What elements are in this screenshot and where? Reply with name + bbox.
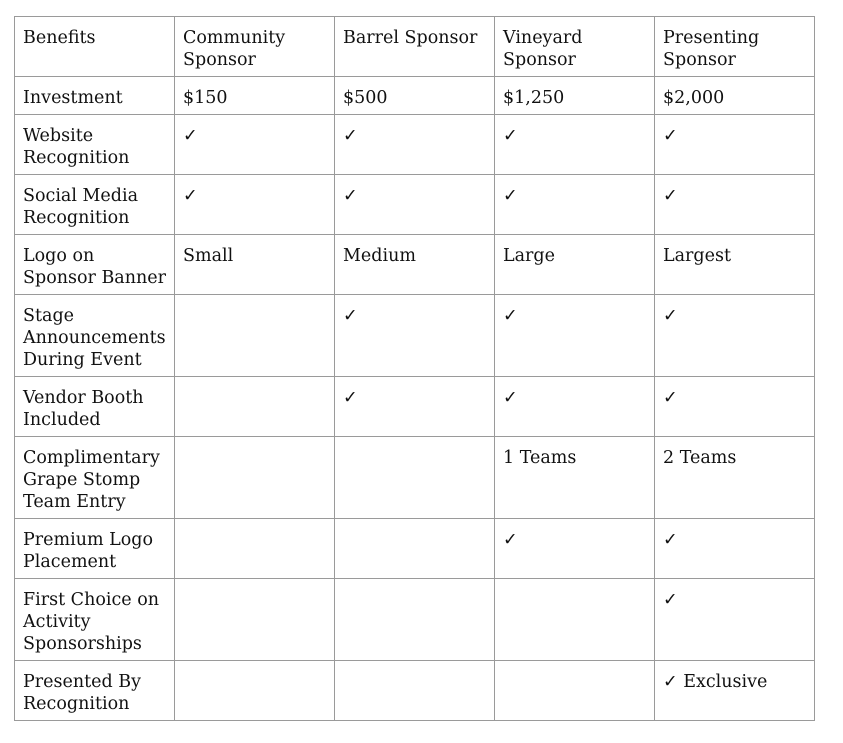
table-cell: ✓	[655, 115, 815, 175]
benefit-label: Vendor Booth Included	[15, 377, 175, 437]
header-barrel-sponsor: Barrel Sponsor	[335, 17, 495, 77]
table-cell: $1,250	[495, 77, 655, 115]
table-cell: $2,000	[655, 77, 815, 115]
table-cell: ✓	[495, 175, 655, 235]
table-cell: Largest	[655, 235, 815, 295]
table-cell: $500	[335, 77, 495, 115]
table-cell: ✓	[335, 377, 495, 437]
benefit-label: Social Media Recognition	[15, 175, 175, 235]
table-cell	[175, 377, 335, 437]
table-cell	[175, 295, 335, 377]
table-cell: 2 Teams	[655, 437, 815, 519]
table-row	[15, 377, 815, 437]
table-cell: ✓	[495, 295, 655, 377]
table-cell: ✓	[495, 519, 655, 579]
header-benefits: Benefits	[15, 17, 175, 77]
table-cell: ✓	[335, 115, 495, 175]
table-cell: ✓ Exclusive	[655, 661, 815, 721]
table-row	[15, 579, 815, 661]
table-cell: 1 Teams	[495, 437, 655, 519]
table-cell	[175, 519, 335, 579]
table-row	[15, 437, 815, 519]
table-cell	[335, 661, 495, 721]
table-cell: ✓	[175, 115, 335, 175]
header-vineyard-sponsor: Vineyard Sponsor	[495, 17, 655, 77]
benefit-label: Website Recognition	[15, 115, 175, 175]
benefit-label: Premium Logo Placement	[15, 519, 175, 579]
table-cell	[175, 661, 335, 721]
table-cell: ✓	[655, 519, 815, 579]
header-community-sponsor: Community Sponsor	[175, 17, 335, 77]
header-presenting-sponsor: Presenting Sponsor	[655, 17, 815, 77]
table-cell: Small	[175, 235, 335, 295]
table-cell: ✓	[495, 377, 655, 437]
sponsorship-benefits-table	[14, 16, 815, 721]
table-cell: ✓	[495, 115, 655, 175]
table-header-row	[15, 17, 815, 77]
table-cell	[335, 437, 495, 519]
table-cell: Medium	[335, 235, 495, 295]
table-cell	[495, 661, 655, 721]
table-cell	[335, 519, 495, 579]
benefit-label: Presented By Recognition	[15, 661, 175, 721]
table-row	[15, 235, 815, 295]
benefit-label: Investment	[15, 77, 175, 115]
benefit-label: Stage Announcements During Event	[15, 295, 175, 377]
table-cell: ✓	[655, 295, 815, 377]
table-cell: ✓	[335, 295, 495, 377]
table-cell	[495, 579, 655, 661]
table-cell: ✓	[655, 579, 815, 661]
benefit-label: Logo on Sponsor Banner	[15, 235, 175, 295]
table-cell: ✓	[335, 175, 495, 235]
table-cell	[175, 437, 335, 519]
table-cell: ✓	[655, 175, 815, 235]
table-row	[15, 661, 815, 721]
table-cell: Large	[495, 235, 655, 295]
table-cell: ✓	[175, 175, 335, 235]
table-cell	[335, 579, 495, 661]
table-cell	[175, 579, 335, 661]
table-row	[15, 295, 815, 377]
table-row	[15, 77, 815, 115]
table-row	[15, 175, 815, 235]
table-row	[15, 115, 815, 175]
table-cell: ✓	[655, 377, 815, 437]
table-cell: $150	[175, 77, 335, 115]
benefit-label: Complimentary Grape Stomp Team Entry	[15, 437, 175, 519]
table-row	[15, 519, 815, 579]
benefit-label: First Choice on Activity Sponsorships	[15, 579, 175, 661]
